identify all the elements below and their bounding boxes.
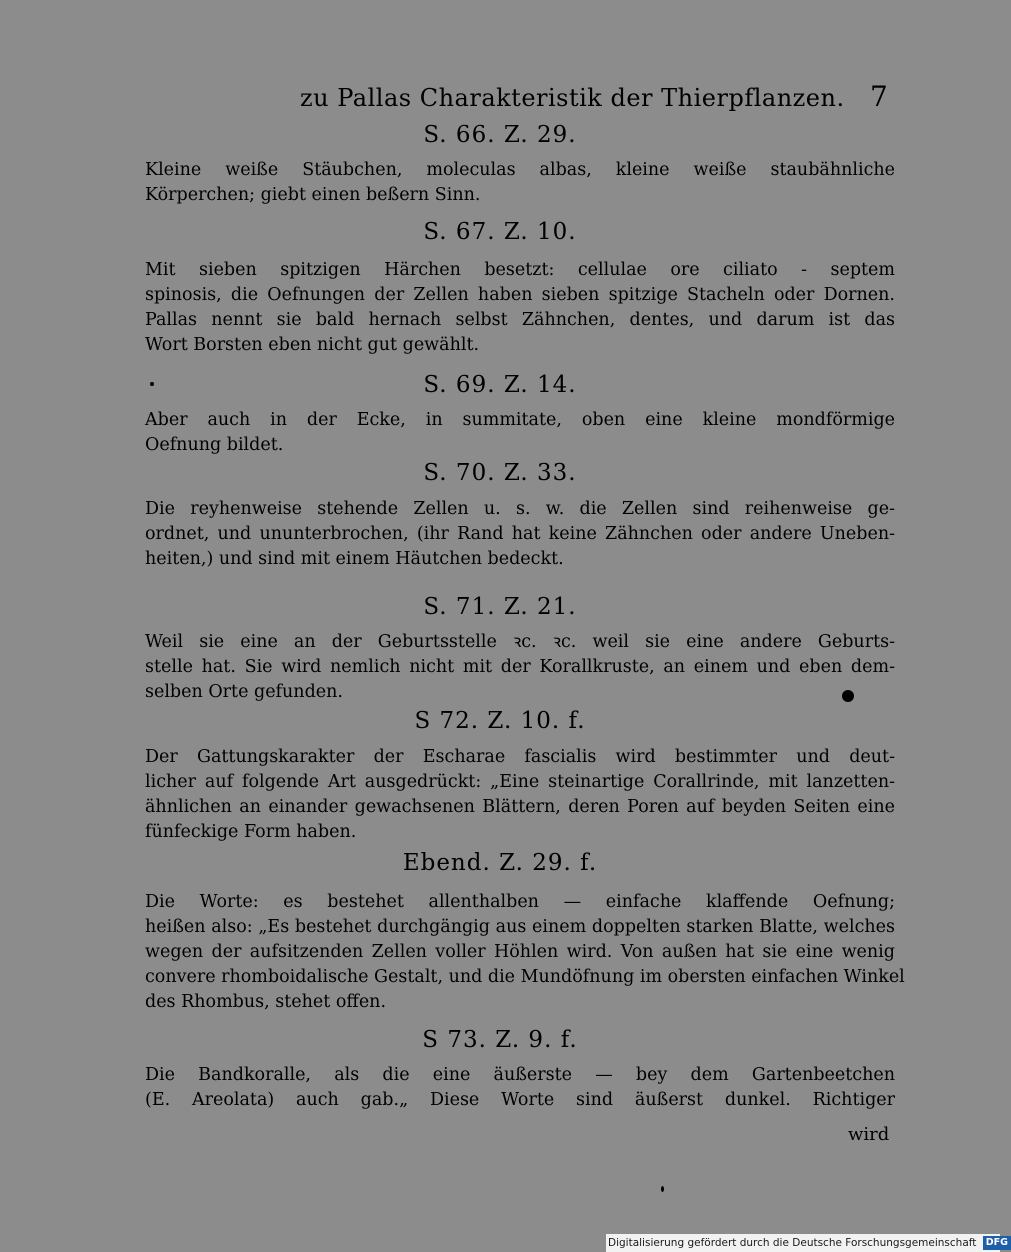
catchword: wird (848, 1124, 890, 1145)
text-line: Aber auch in der Ecke, in summitate, oben eine kleine mondförmige (145, 410, 895, 430)
ink-speck (661, 1186, 664, 1192)
footer-credit: Digitalisierung gefördert durch die Deutsche Forschungsgemeinschaft (608, 1237, 977, 1249)
text-line: Die Bandkoralle, als die eine äußerste — bey dem Gartenbeetchen (145, 1065, 895, 1085)
digitization-footer (606, 1234, 1008, 1252)
text-line: Kleine weiße Stäubchen, moleculas albas, kleine weiße staubähnliche (145, 160, 895, 180)
text-line: Wort Borsten eben nicht gut gewählt. (145, 335, 480, 355)
text-line: selben Orte gefunden. (145, 682, 343, 702)
section-heading: S. 71. Z. 21. (423, 594, 577, 620)
text-line: des Rhombus, stehet offen. (145, 992, 387, 1012)
text-line: Der Gattungskarakter der Escharae fascialis wird bestimmter und deut- (145, 747, 895, 767)
section-text (145, 497, 895, 572)
section-heading: S 72. Z. 10. f. (414, 708, 586, 734)
section-text (145, 630, 895, 705)
text-line: Pallas nennt sie bald hernach selbst Zähnchen, dentes, und darum ist das (145, 310, 895, 330)
text-line: Die reyhenweise stehende Zellen u. s. w. die Zellen sind reihenweise ge- (145, 499, 895, 519)
text-line: Weil sie eine an der Geburtsstelle ꝛc. ꝛc. weil sie eine andere Geburts- (145, 632, 895, 652)
text-line: ordnet, und ununterbrochen, (ihr Rand hat keine Zähnchen oder andere Uneben- (145, 524, 895, 544)
text-line: Die Worte: es bestehet allenthalben — einfache klaffende Oefnung; (145, 892, 895, 912)
section-text (145, 258, 895, 358)
text-line: (E. Areolata) auch gab.„ Diese Worte sind äußerst dunkel. Richtiger (145, 1090, 895, 1110)
text-line: Körperchen; giebt einen beßern Sinn. (145, 185, 481, 205)
text-line: heiten,) und sind mit einem Häutchen bedeckt. (145, 549, 564, 569)
text-line: convere rhomboidalische Gestalt, und die Mundöfnung im obersten einfachen Winkel (145, 967, 905, 987)
dfg-logo: DFG (983, 1236, 1011, 1250)
section-heading: Ebend. Z. 29. f. (402, 850, 598, 876)
section-text (145, 408, 895, 458)
text-line: fünfeckige Form haben. (145, 822, 357, 842)
section-text (145, 745, 895, 845)
text-line: spinosis, die Oefnungen der Zellen haben sieben spitzige Stacheln oder Dornen. (145, 285, 895, 305)
section-text (145, 158, 895, 208)
ink-speck (150, 382, 154, 386)
text-line: Oefnung bildet. (145, 435, 284, 455)
section-text (145, 890, 905, 1015)
text-line: wegen der aufsitzenden Zellen voller Höhlen wird. Von außen hat sie eine wenig (145, 942, 895, 962)
text-line: heißen also: „Es bestehet durchgängig aus einem doppelten starken Blatte, welches (145, 917, 895, 937)
section-heading: S. 69. Z. 14. (423, 372, 577, 398)
section-heading: S 73. Z. 9. f. (422, 1027, 578, 1053)
text-line: ähnlichen an einander gewachsenen Blättern, deren Poren auf beyden Seiten eine (145, 797, 895, 817)
page-number: 7 (870, 80, 888, 113)
text-line: Mit sieben spitzigen Härchen besetzt: cellulae ore ciliato - septem (145, 260, 895, 280)
ink-blot (842, 690, 854, 702)
text-line: stelle hat. Sie wird nemlich nicht mit der Korallkruste, an einem und eben dem- (145, 657, 895, 677)
section-text (145, 1063, 895, 1113)
text-line: licher auf folgende Art ausgedrückt: „Eine steinartige Corallrinde, mit lanzetten- (145, 772, 895, 792)
section-heading: S. 66. Z. 29. (423, 122, 577, 148)
section-heading: S. 67. Z. 10. (423, 219, 577, 245)
section-heading: S. 70. Z. 33. (423, 460, 577, 486)
running-head: zu Pallas Charakteristik der Thierpflanzen. (300, 84, 845, 112)
